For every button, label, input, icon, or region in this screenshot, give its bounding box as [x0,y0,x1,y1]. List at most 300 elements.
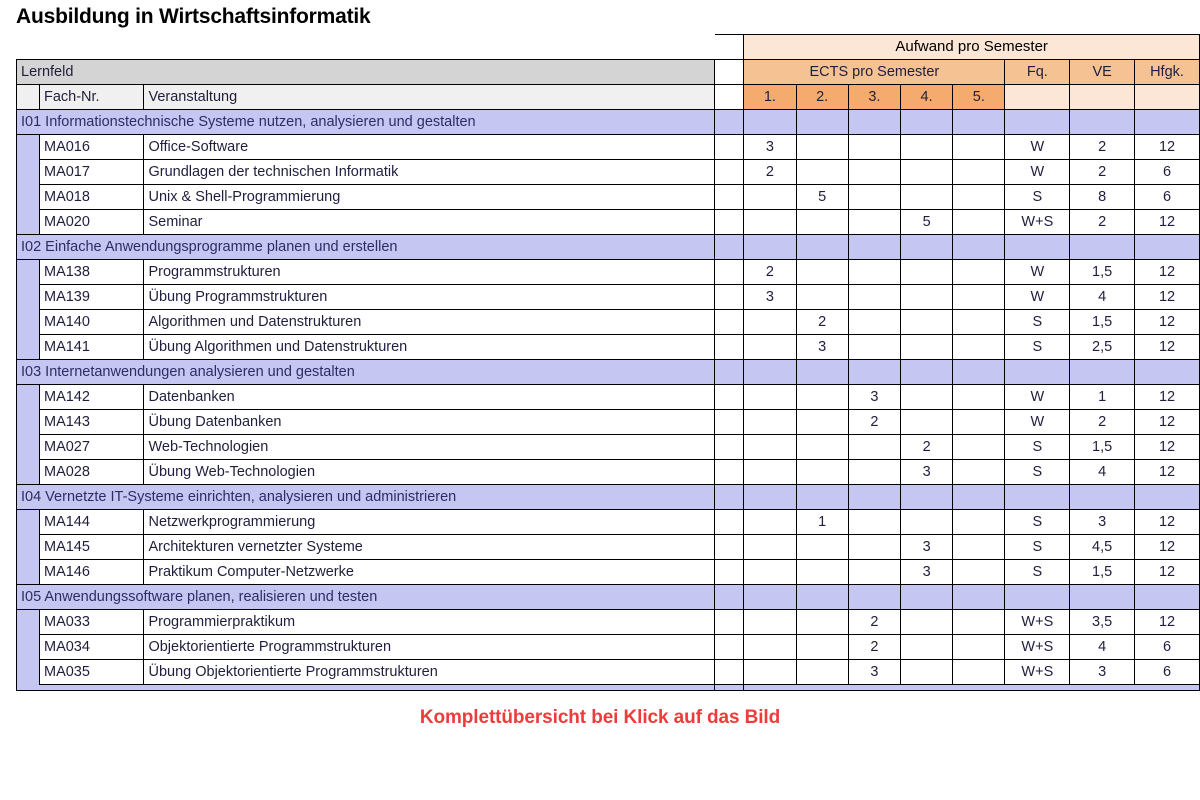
column-divider [715,385,744,410]
lernfeld-empty-s3 [848,585,900,610]
cell-ects-semester-3: 3 [848,660,900,685]
cell-veranstaltung: Praktikum Computer-Netzwerke [144,560,715,585]
cell-ects-semester-1 [744,210,796,235]
cell-ects-semester-5 [953,335,1005,360]
section-indent-bar [17,160,40,185]
cell-fach-nr: MA016 [39,135,143,160]
cell-ects-semester-2 [796,635,848,660]
cell-fq: W [1005,160,1070,185]
lernfeld-empty-s3 [848,485,900,510]
lernfeld-empty-fq [1005,485,1070,510]
cell-ects-semester-1: 2 [744,260,796,285]
cell-fq: W [1005,135,1070,160]
lernfeld-empty-s5 [953,485,1005,510]
cell-ects-semester-2 [796,535,848,560]
cell-ects-semester-1 [744,560,796,585]
cell-fach-nr: MA027 [39,435,143,460]
column-divider [715,660,744,685]
header-ve: VE [1070,60,1135,85]
table-row [17,410,1200,435]
table-row [17,610,1200,635]
cell-hfgk: 12 [1135,535,1200,560]
header-ve-blank [1070,85,1135,110]
column-divider [715,435,744,460]
cell-hfgk: 6 [1135,185,1200,210]
header-aufwand-pro-semester: Aufwand pro Semester [744,35,1200,60]
lernfeld-empty-s4 [900,360,952,385]
bottom-strip-left [17,685,715,691]
header-veranstaltung: Veranstaltung [144,85,715,110]
table-row [17,385,1200,410]
cell-ects-semester-4 [900,160,952,185]
lernfeld-empty-hfgk [1135,235,1200,260]
section-indent-bar [17,285,40,310]
column-divider [715,560,744,585]
section-indent-bar [17,210,40,235]
cell-fq: W [1005,410,1070,435]
cell-ects-semester-4: 3 [900,460,952,485]
lernfeld-empty-hfgk [1135,585,1200,610]
cell-veranstaltung: Grundlagen der technischen Informatik [144,160,715,185]
cell-fach-nr: MA142 [39,385,143,410]
cell-ects-semester-3 [848,435,900,460]
cell-ects-semester-5 [953,410,1005,435]
table-row [17,185,1200,210]
section-indent-bar [17,535,40,560]
cell-veranstaltung: Programmstrukturen [144,260,715,285]
lernfeld-empty-s1 [744,360,796,385]
cell-ects-semester-4: 5 [900,210,952,235]
lernfeld-empty-s5 [953,360,1005,385]
cell-ects-semester-3 [848,560,900,585]
cell-ve: 3 [1070,510,1135,535]
cell-ects-semester-5 [953,135,1005,160]
cell-ve: 1,5 [1070,260,1135,285]
bottom-strip-right [744,685,1200,691]
cell-fq: S [1005,560,1070,585]
cell-fq: S [1005,435,1070,460]
cell-ects-semester-3: 2 [848,635,900,660]
section-indent-bar [17,660,40,685]
cell-fq: W [1005,385,1070,410]
column-divider [715,135,744,160]
cell-fach-nr: MA020 [39,210,143,235]
column-divider [715,260,744,285]
cell-ve: 2 [1070,160,1135,185]
cell-fq: W+S [1005,660,1070,685]
cell-ects-semester-2: 1 [796,510,848,535]
cell-fq: W+S [1005,635,1070,660]
cell-ects-semester-2 [796,160,848,185]
cell-ve: 4,5 [1070,535,1135,560]
column-divider [715,110,744,135]
cell-ects-semester-1: 3 [744,135,796,160]
lernfeld-empty-s2 [796,110,848,135]
lernfeld-empty-fq [1005,235,1070,260]
cell-ects-semester-5 [953,260,1005,285]
cell-veranstaltung: Algorithmen und Datenstrukturen [144,310,715,335]
cell-ects-semester-1 [744,660,796,685]
cell-fq: S [1005,335,1070,360]
cell-ects-semester-1 [744,410,796,435]
cell-ects-semester-5 [953,610,1005,635]
section-indent-bar [17,185,40,210]
lernfeld-empty-s3 [848,360,900,385]
lernfeld-empty-fq [1005,585,1070,610]
lernfeld-title: I01 Informationstechnische Systeme nutzen, analysieren und gestalten [17,110,715,135]
lernfeld-empty-s5 [953,110,1005,135]
cell-ects-semester-3 [848,460,900,485]
cell-fach-nr: MA033 [39,610,143,635]
cell-ve: 1,5 [1070,310,1135,335]
header-semester-2: 2. [796,85,848,110]
cell-hfgk: 12 [1135,285,1200,310]
cell-ects-semester-1 [744,610,796,635]
lernfeld-empty-hfgk [1135,360,1200,385]
lernfeld-empty-s1 [744,235,796,260]
table-row [17,260,1200,285]
section-indent-bar [17,135,40,160]
section-indent-bar [17,560,40,585]
lernfeld-empty-s4 [900,585,952,610]
lernfeld-empty-s5 [953,235,1005,260]
cell-fq: W [1005,260,1070,285]
column-divider [715,210,744,235]
cell-ects-semester-3 [848,335,900,360]
cell-veranstaltung: Architekturen vernetzter Systeme [144,535,715,560]
lernfeld-empty-s1 [744,110,796,135]
cell-ve: 1,5 [1070,560,1135,585]
cell-ects-semester-2 [796,660,848,685]
header-fq-blank [1005,85,1070,110]
lernfeld-title: I04 Vernetzte IT-Systeme einrichten, analysieren und administrieren [17,485,715,510]
cell-fach-nr: MA139 [39,285,143,310]
cell-ects-semester-5 [953,535,1005,560]
cell-ects-semester-5 [953,185,1005,210]
lernfeld-empty-s4 [900,235,952,260]
cell-ve: 4 [1070,635,1135,660]
cell-ve: 4 [1070,460,1135,485]
cell-fach-nr: MA028 [39,460,143,485]
cell-veranstaltung: Übung Datenbanken [144,410,715,435]
cell-ve: 3 [1070,660,1135,685]
lernfeld-empty-s2 [796,485,848,510]
cell-hfgk: 6 [1135,635,1200,660]
cell-ve: 4 [1070,285,1135,310]
lernfeld-empty-ve [1070,485,1135,510]
column-divider [715,160,744,185]
cell-ects-semester-4 [900,660,952,685]
cell-ects-semester-5 [953,285,1005,310]
header-lernfeld: Lernfeld [17,60,715,85]
cell-fach-nr: MA017 [39,160,143,185]
cell-ve: 2 [1070,135,1135,160]
cell-hfgk: 12 [1135,560,1200,585]
column-divider [715,510,744,535]
cell-ve: 1,5 [1070,435,1135,460]
cell-veranstaltung: Netzwerkprogrammierung [144,510,715,535]
header-semester-1: 1. [744,85,796,110]
cell-fach-nr: MA145 [39,535,143,560]
lernfeld-empty-ve [1070,235,1135,260]
cell-ects-semester-1: 3 [744,285,796,310]
column-divider [715,35,744,60]
cell-fq: W+S [1005,210,1070,235]
cell-hfgk: 12 [1135,385,1200,410]
cell-fach-nr: MA141 [39,335,143,360]
cell-hfgk: 12 [1135,335,1200,360]
table-row [17,660,1200,685]
cell-hfgk: 12 [1135,410,1200,435]
header-semester-5: 5. [953,85,1005,110]
cell-hfgk: 6 [1135,160,1200,185]
table-row [17,460,1200,485]
cell-fach-nr: MA146 [39,560,143,585]
cell-ects-semester-3 [848,260,900,285]
lernfeld-empty-s3 [848,235,900,260]
section-indent-bar [17,410,40,435]
cell-ects-semester-3 [848,185,900,210]
table-row [17,635,1200,660]
header-semester-3: 3. [848,85,900,110]
cell-ve: 2,5 [1070,335,1135,360]
section-indent-bar [17,260,40,285]
cell-ects-semester-3 [848,160,900,185]
header-indent-spacer [17,85,40,110]
column-divider [715,335,744,360]
cell-fq: S [1005,185,1070,210]
cell-fq: W+S [1005,610,1070,635]
cell-ects-semester-2: 5 [796,185,848,210]
section-indent-bar [17,435,40,460]
lernfeld-empty-s5 [953,585,1005,610]
table-header [17,35,1200,110]
cell-ects-semester-5 [953,460,1005,485]
cell-hfgk: 12 [1135,310,1200,335]
cell-ects-semester-2 [796,385,848,410]
cell-veranstaltung: Seminar [144,210,715,235]
cell-fach-nr: MA140 [39,310,143,335]
cell-ects-semester-1 [744,435,796,460]
cell-ects-semester-2 [796,435,848,460]
cell-ects-semester-5 [953,510,1005,535]
header-spacer-left [17,35,715,60]
cell-ects-semester-4: 3 [900,535,952,560]
cell-ects-semester-4 [900,135,952,160]
lernfeld-empty-s4 [900,110,952,135]
cell-ects-semester-2 [796,610,848,635]
cell-ects-semester-4 [900,610,952,635]
cell-ve: 2 [1070,410,1135,435]
footer-note[interactable]: Komplettübersicht bei Klick auf das Bild [419,707,781,729]
section-indent-bar [17,310,40,335]
lernfeld-empty-fq [1005,360,1070,385]
cell-fq: S [1005,510,1070,535]
cell-veranstaltung: Programmierpraktikum [144,610,715,635]
cell-fach-nr: MA018 [39,185,143,210]
cell-ects-semester-2 [796,560,848,585]
column-divider [715,610,744,635]
table-row [17,310,1200,335]
cell-ects-semester-1 [744,460,796,485]
cell-veranstaltung: Office-Software [144,135,715,160]
cell-ects-semester-3 [848,510,900,535]
column-divider [715,60,744,85]
table-row [17,210,1200,235]
lernfeld-section-row-I05 [17,585,1200,610]
cell-ects-semester-5 [953,635,1005,660]
section-indent-bar [17,460,40,485]
lernfeld-title: I05 Anwendungssoftware planen, realisieren und testen [17,585,715,610]
header-fach-nr: Fach-Nr. [39,85,143,110]
cell-ects-semester-3 [848,135,900,160]
cell-ects-semester-2 [796,460,848,485]
cell-fach-nr: MA035 [39,660,143,685]
column-divider [715,685,744,691]
cell-ects-semester-1 [744,535,796,560]
section-indent-bar [17,510,40,535]
cell-ects-semester-4 [900,285,952,310]
lernfeld-empty-s2 [796,360,848,385]
cell-veranstaltung: Datenbanken [144,385,715,410]
lernfeld-section-row-I03 [17,360,1200,385]
cell-ects-semester-1 [744,185,796,210]
lernfeld-empty-hfgk [1135,110,1200,135]
cell-ve: 8 [1070,185,1135,210]
cell-ects-semester-2 [796,410,848,435]
cell-veranstaltung: Übung Web-Technologien [144,460,715,485]
table-row [17,560,1200,585]
lernfeld-empty-ve [1070,360,1135,385]
cell-ects-semester-2: 3 [796,335,848,360]
cell-hfgk: 12 [1135,435,1200,460]
cell-ects-semester-4 [900,385,952,410]
lernfeld-title: I02 Einfache Anwendungsprogramme planen und erstellen [17,235,715,260]
table-row [17,435,1200,460]
lernfeld-section-row-I01 [17,110,1200,135]
column-divider [715,85,744,110]
cell-ects-semester-2 [796,285,848,310]
lernfeld-empty-hfgk [1135,485,1200,510]
header-row-aufwand [17,35,1200,60]
cell-hfgk: 12 [1135,210,1200,235]
cell-ects-semester-4 [900,635,952,660]
curriculum-table [16,34,1200,691]
section-indent-bar [17,635,40,660]
lernfeld-empty-s2 [796,585,848,610]
table-row [17,285,1200,310]
lernfeld-empty-ve [1070,585,1135,610]
cell-fach-nr: MA138 [39,260,143,285]
cell-hfgk: 12 [1135,610,1200,635]
column-divider [715,535,744,560]
lernfeld-empty-s1 [744,485,796,510]
cell-ects-semester-2 [796,260,848,285]
cell-ve: 3,5 [1070,610,1135,635]
column-divider [715,635,744,660]
cell-ects-semester-1 [744,335,796,360]
cell-ects-semester-2: 2 [796,310,848,335]
cell-fach-nr: MA144 [39,510,143,535]
cell-ects-semester-3 [848,535,900,560]
cell-hfgk: 12 [1135,510,1200,535]
cell-ve: 2 [1070,210,1135,235]
cell-ects-semester-1 [744,310,796,335]
section-indent-bar [17,385,40,410]
cell-veranstaltung: Übung Programmstrukturen [144,285,715,310]
cell-ects-semester-5 [953,560,1005,585]
cell-ects-semester-4: 2 [900,435,952,460]
column-divider [715,460,744,485]
cell-ects-semester-1 [744,510,796,535]
cell-ve: 1 [1070,385,1135,410]
cell-veranstaltung: Übung Algorithmen und Datenstrukturen [144,335,715,360]
lernfeld-empty-ve [1070,110,1135,135]
lernfeld-empty-s1 [744,585,796,610]
column-divider [715,235,744,260]
column-divider [715,585,744,610]
cell-ects-semester-3: 3 [848,385,900,410]
lernfeld-empty-s2 [796,235,848,260]
cell-ects-semester-5 [953,435,1005,460]
table-bottom-strip [17,685,1200,691]
cell-fach-nr: MA143 [39,410,143,435]
table-row [17,535,1200,560]
column-divider [715,310,744,335]
section-indent-bar [17,335,40,360]
cell-ects-semester-1 [744,385,796,410]
cell-ects-semester-3 [848,285,900,310]
cell-ects-semester-4 [900,260,952,285]
header-semester-4: 4. [900,85,952,110]
lernfeld-title: I03 Internetanwendungen analysieren und gestalten [17,360,715,385]
cell-ects-semester-4 [900,335,952,360]
lernfeld-section-row-I02 [17,235,1200,260]
column-divider [715,185,744,210]
cell-ects-semester-1 [744,635,796,660]
column-divider [715,485,744,510]
cell-fach-nr: MA034 [39,635,143,660]
cell-ects-semester-5 [953,385,1005,410]
page-title: Ausbildung in Wirtschaftsinformatik [16,5,371,28]
section-indent-bar [17,610,40,635]
table-row [17,510,1200,535]
cell-fq: S [1005,460,1070,485]
header-row-columns [17,85,1200,110]
table-row [17,160,1200,185]
cell-ects-semester-2 [796,210,848,235]
cell-ects-semester-4 [900,185,952,210]
cell-hfgk: 6 [1135,660,1200,685]
header-row-lernfeld [17,60,1200,85]
cell-ects-semester-4 [900,510,952,535]
cell-hfgk: 12 [1135,260,1200,285]
cell-hfgk: 12 [1135,460,1200,485]
header-ects-pro-semester: ECTS pro Semester [744,60,1005,85]
cell-ects-semester-5 [953,210,1005,235]
cell-ects-semester-4 [900,410,952,435]
cell-fq: S [1005,535,1070,560]
cell-ects-semester-3 [848,210,900,235]
cell-ects-semester-4 [900,310,952,335]
lernfeld-empty-s3 [848,110,900,135]
cell-veranstaltung: Unix & Shell-Programmierung [144,185,715,210]
header-hfgk-blank [1135,85,1200,110]
cell-ects-semester-4: 3 [900,560,952,585]
lernfeld-empty-fq [1005,110,1070,135]
cell-ects-semester-5 [953,160,1005,185]
cell-veranstaltung: Web-Technologien [144,435,715,460]
